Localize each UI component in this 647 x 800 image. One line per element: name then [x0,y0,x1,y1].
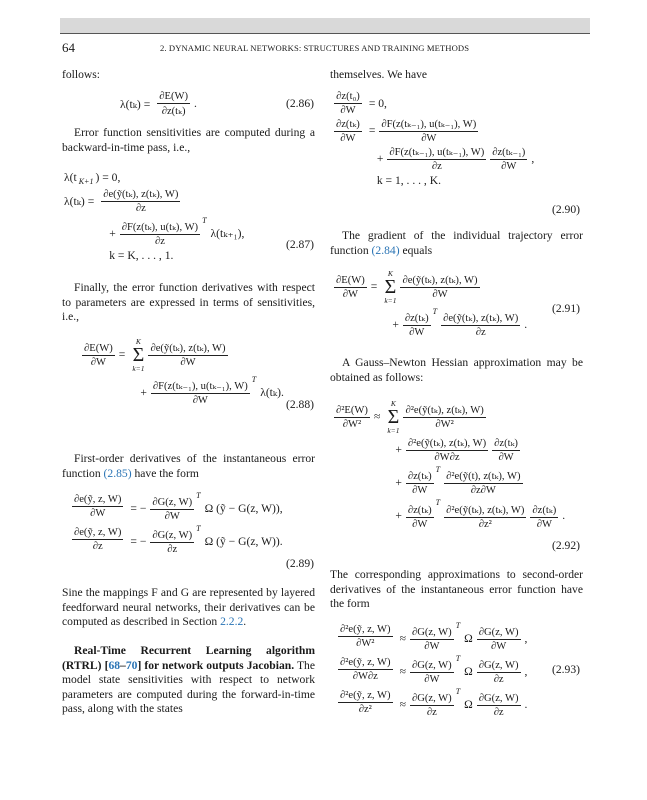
fraction [400,274,479,300]
numerator: ∂z(tₖ) [494,438,518,449]
paragraph [62,452,315,481]
equation-label: (2.91) [552,302,581,315]
math-text: Ω (ỹ − G(z, W)). [204,534,283,548]
denominator: ∂z² [358,703,372,715]
equation-row [118,90,199,118]
fraction [338,690,393,715]
equation-lhs [62,215,99,248]
fraction [338,624,393,649]
equation-lhs [332,117,367,145]
equation-row [332,436,567,464]
equation-rhs [128,490,284,523]
equation-rhs [398,686,530,719]
numerator: ∂e(ỹ(tₖ), z(tₖ), W) [402,275,478,286]
math-text: + [376,151,384,165]
equation-lhs [332,268,382,306]
text-segment: A Gauss–Newton Hessian approximation may be obtained as follows: [330,356,583,384]
math-text: . [194,96,197,110]
numerator: ∂z(t₀) [336,91,360,102]
denominator: ∂W [409,327,425,339]
paragraph [330,229,583,258]
numerator: ∂²e(ỹ, z, W) [340,689,391,701]
superscript: T [455,686,461,696]
fraction [403,404,485,430]
math-text: λ(tₖ). [260,386,284,399]
equation-rhs [367,173,536,188]
fraction [406,437,488,463]
math-text: , [524,632,528,645]
text-segment: The corresponding approximations to second-order derivatives of the instantaneous error function have the form [330,568,583,611]
denominator: ∂W [90,356,106,368]
fraction [477,693,521,718]
fraction [410,693,454,718]
equation-rhs [382,268,529,306]
denominator: ∂W [164,510,180,522]
fraction [477,627,521,652]
paragraph [330,356,583,385]
sum-lower-limit: k=1 [384,296,397,305]
fraction [379,118,478,144]
equation-rhs [398,620,530,653]
summation [132,337,144,373]
fraction [101,188,180,214]
equation-lhs [62,248,99,263]
numerator: ∂G(z, W) [478,692,519,704]
denominator: ∂W² [342,418,362,430]
denominator: ∂z [135,203,146,214]
fraction [72,494,123,519]
denominator: ∂W [340,133,356,144]
numerator: ∂G(z, W) [152,496,193,508]
text-segment: follows: [62,68,101,81]
equation-rhs [385,436,567,464]
equation-lhs [336,686,398,719]
equation-lhs [70,523,128,556]
equation-lhs [332,173,367,188]
numerator: ∂E(W) [84,342,113,354]
math-text: + [109,227,116,240]
denominator: ∂W [424,673,440,685]
subscript: K+1 [78,177,94,186]
equation-row [332,268,529,306]
numerator: ∂e(ỹ, z, W) [74,526,122,538]
math-text: + [395,509,402,523]
fraction [334,275,367,300]
denominator: ∂W∂z [352,670,378,682]
denominator: ∂z [426,706,437,718]
equation-rhs [367,90,536,117]
paragraph [62,644,315,717]
numerator: ∂²e(ỹ, z, W) [340,623,391,635]
equation-label: (2.86) [286,97,315,110]
equation-label: (2.93) [552,663,581,676]
math-text: = [118,347,126,361]
superscript: T [435,465,441,474]
paragraph [62,586,315,630]
equation-2-90 [332,90,536,188]
denominator: ∂W [424,640,440,652]
text-segment: – [120,658,126,672]
equation-row [332,398,567,436]
text-segment: themselves. We have [330,68,428,81]
equation-row [336,620,529,653]
text-segment: The gradient of the individual trajectory error function [330,229,583,257]
equation-2-89 [70,490,285,556]
equation-lhs [336,653,398,686]
equation-row [62,215,246,248]
numerator: ∂F(z(tₖ), u(tₖ), W) [121,222,199,234]
numerator: ∂e(ỹ(tₖ), z(tₖ), W) [443,313,519,325]
numerator: ∂G(z, W) [478,659,519,671]
fraction [441,312,520,338]
equation-lhs [332,306,382,339]
equation-rhs [99,215,246,248]
denominator: ∂W [412,485,428,497]
equation-label: (2.92) [552,539,581,552]
fraction [492,437,520,463]
math-text: Ω [464,664,473,678]
paragraph [62,281,315,325]
fraction [334,91,362,116]
equation-lhs [336,620,398,653]
equation-rhs [99,187,246,215]
equation-lhs [332,497,385,530]
text-segment: Error function sensitivities are computed during a backward-in-time pass, i.e., [62,126,315,154]
equation-rhs [128,523,284,556]
equation-label: (2.89) [286,557,315,570]
equation-rhs [130,336,286,374]
numerator: ∂e(ỹ(tₖ), z(tₖ), W) [103,189,179,200]
numerator: ∂z(tₖ) [407,504,432,516]
math-text: ) = 0, [95,171,121,184]
sum-lower-limit: k=1 [387,426,400,435]
equation-rhs [367,117,536,145]
numerator: ∂E(W) [159,91,188,102]
sum-symbol: Σ [384,276,397,298]
equation-rhs [385,497,567,530]
equation-row [332,173,536,188]
paragraph [330,568,583,612]
fraction [387,146,486,172]
header-bar [60,18,590,34]
numerator: ∂G(z, W) [478,626,519,638]
denominator: ∂W² [435,419,454,430]
math-text: . [562,509,566,523]
equation-lhs [62,187,99,215]
equation-row [62,187,246,215]
fraction [530,504,558,530]
fraction [148,342,227,368]
text-segment: have the form [131,466,199,480]
numerator: ∂z(tₖ) [532,504,557,516]
numerator: ∂G(z, W) [411,692,452,704]
numerator: ∂F(z(tₖ₋₁), u(tₖ₋₁), W) [152,381,248,393]
sum-symbol: Σ [132,344,145,366]
numerator: ∂²e(ỹ(tₖ), z(tₖ), W) [407,438,487,449]
text-segment: The model state sensitivities with respect to network parameters are computed during the forward-in-time pass, along with the states [62,658,315,716]
fraction [410,627,454,652]
text-segment: ] for network outputs Jacobian. [137,658,295,672]
denominator: ∂z² [478,518,492,530]
numerator: ∂e(ỹ(tₖ), z(tₖ), W) [150,343,226,354]
superscript: T [455,653,461,663]
numerator: ∂G(z, W) [152,529,193,541]
superscript: T [432,307,438,316]
math-text: . [524,318,528,331]
math-text: λ(t [64,171,77,184]
equation-rhs [367,145,536,173]
citation-link[interactable]: (2.84) [371,243,400,257]
numerator: ∂z(tₖ) [336,119,360,130]
denominator: ∂W∂z [434,452,460,463]
citation-link[interactable]: 2.2.2 [220,615,244,629]
superscript: T [196,491,201,500]
numerator: ∂G(z, W) [411,659,452,671]
numerator: ∂z(tₖ₋₁) [492,147,526,158]
equation-lhs [332,398,385,436]
numerator: ∂e(ỹ, z, W) [74,493,122,505]
equation-rhs [155,90,199,118]
numerator: ∂²e(ỹ(t), z(tₖ), W) [446,471,521,483]
denominator: ∂W [342,288,358,300]
math-text: , [531,151,535,165]
math-text: Ω [464,632,473,645]
math-text: = 0, [368,97,387,110]
equation-row [332,117,536,145]
math-text: ≈ [399,632,406,645]
equation-row [70,490,285,523]
fraction [150,530,194,555]
equation-2-93 [336,620,529,719]
citation-link[interactable]: (2.85) [103,466,132,480]
denominator: ∂z [92,540,103,552]
fraction [444,504,526,530]
fraction [406,504,434,530]
fraction [477,660,521,685]
denominator: ∂z [493,706,504,718]
fraction [334,405,370,430]
denominator: ∂W [340,105,356,116]
superscript: T [196,523,201,533]
text-segment: . [243,615,247,629]
math-text: λ(tₖ₊₁), [210,227,245,240]
sum-lower-limit: k=1 [132,364,145,373]
equation-lhs [332,464,385,497]
equation-row [80,374,286,407]
equation-row [70,523,285,556]
equation-2-88 [80,336,286,407]
sum-upper-limit: K [135,337,141,346]
denominator: ∂z [493,673,504,685]
sum-upper-limit: K [390,399,396,408]
denominator: ∂W [412,518,428,530]
equation-rhs [385,464,567,497]
denominator: ∂W [180,357,196,368]
page-number: 64 [62,40,75,55]
math-text: + [392,318,399,331]
denominator: ∂z [475,327,486,339]
equation-rhs [130,374,286,407]
equation-row [332,497,567,530]
summation [387,399,399,435]
equation-row [332,90,536,117]
equation-lhs [80,374,130,407]
text-segment: First-order derivatives of the instantaneous error function [62,452,315,480]
equation-lhs [118,90,155,118]
denominator: ∂W [432,289,448,300]
denominator: ∂W [192,395,208,407]
denominator: ∂W [90,507,106,519]
math-text: . [524,697,528,711]
equation-rhs [385,398,567,436]
paragraph [330,68,583,83]
sum-symbol: Σ [387,406,400,428]
math-text: + [395,476,402,489]
superscript: T [202,216,207,225]
equation-row [332,145,536,173]
numerator: ∂z(tₖ) [404,313,429,325]
equation-lhs [80,336,130,374]
text-segment: Real-Time Recurrent Learning algorithm (RTRL) [ [62,644,315,672]
fraction [150,497,194,522]
denominator: ∂z [167,543,178,555]
denominator: ∂W [536,518,552,530]
fraction [334,118,362,144]
fraction [151,380,250,406]
text-segment: Finally, the error function derivatives with respect to parameters are expressed in terms of sensitivities, i.e., [62,281,315,324]
numerator: ∂²E(W) [336,404,368,416]
sum-upper-limit: K [387,269,393,278]
equation-row [80,336,286,374]
equation-label: (2.88) [286,398,315,411]
math-text: + [140,386,147,399]
fraction [410,660,454,685]
superscript: T [455,621,461,630]
equation-rhs [398,653,530,686]
fraction [72,527,123,552]
equation-row [336,686,529,719]
math-text: k = K, . . . , 1. [109,249,174,263]
fraction [406,470,434,496]
citation-link[interactable]: 70 [125,658,138,672]
math-text: = [370,279,378,293]
numerator: ∂F(z(tₖ₋₁), u(tₖ₋₁), W) [389,147,485,158]
equation-row [332,306,529,339]
paragraph [62,68,315,83]
denominator: ∂W [491,640,507,652]
equation-label: (2.90) [552,203,581,216]
summation [384,269,396,305]
equation-2-91 [332,268,529,339]
math-text: = − [130,534,147,548]
denominator: ∂z∂W [470,485,496,497]
fraction [120,221,200,247]
denominator: ∂W² [356,637,375,649]
text-segment: equals [399,243,433,257]
equation-rhs [99,248,246,263]
numerator: ∂z(tₖ) [407,471,432,483]
paragraph [62,126,315,155]
fraction [157,91,190,117]
equation-lhs [332,90,367,117]
equation-2-87 [62,170,246,263]
equation-rhs [382,306,529,339]
math-text: = [368,123,376,137]
denominator: ∂z(tₖ) [161,106,186,117]
equation-lhs [332,436,385,464]
citation-link[interactable]: 68 [108,658,121,672]
math-text: ≈ [399,664,406,678]
numerator: ∂²e(ỹ(tₖ), z(tₖ), W) [405,405,484,416]
denominator: ∂W [498,452,514,463]
math-text: + [395,442,402,456]
math-text: Ω (ỹ − G(z, W)), [204,502,283,515]
numerator: ∂E(W) [336,274,365,286]
equation-row [332,464,567,497]
math-text: , [524,664,528,678]
fraction [403,312,431,338]
superscript: T [251,375,257,384]
equation-row [62,248,246,263]
text-segment: Sine the mappings F and G are represented by layered feedforward neural networks, their derivatives can be computed as described in Section [62,586,315,629]
equation-2-92 [332,398,567,531]
math-text: λ(tₖ) = [64,195,95,208]
math-text: λ(tₖ) = [120,98,151,111]
equation-label: (2.87) [286,238,315,251]
fraction [82,343,115,368]
math-text: = − [130,502,147,515]
fraction [490,146,527,172]
denominator: ∂z [431,161,442,172]
denominator: ∂W [421,133,437,144]
numerator: ∂²e(ỹ, z, W) [340,656,391,668]
denominator: ∂W [501,161,517,172]
fraction [338,657,393,682]
math-text: ≈ [399,697,406,711]
math-text: ≈ [373,409,381,423]
math-text: Ω [464,697,473,711]
equation-lhs [70,490,128,523]
math-text: k = 1, . . . , K. [376,174,441,187]
equation-row [62,170,246,187]
equation-lhs [332,145,367,173]
fraction [444,470,522,496]
equation-line [62,170,246,187]
superscript: T [435,498,441,508]
running-head: 2. DYNAMIC NEURAL NETWORKS: STRUCTURES AND TRAINING METHODS [160,43,470,53]
equation-row [336,653,529,686]
equation-2-86 [118,90,199,118]
numerator: ∂G(z, W) [411,626,452,638]
numerator: ∂²e(ỹ(tₖ), z(tₖ), W) [446,504,525,516]
numerator: ∂F(z(tₖ₋₁), u(tₖ₋₁), W) [381,119,477,130]
denominator: ∂z [154,236,165,248]
